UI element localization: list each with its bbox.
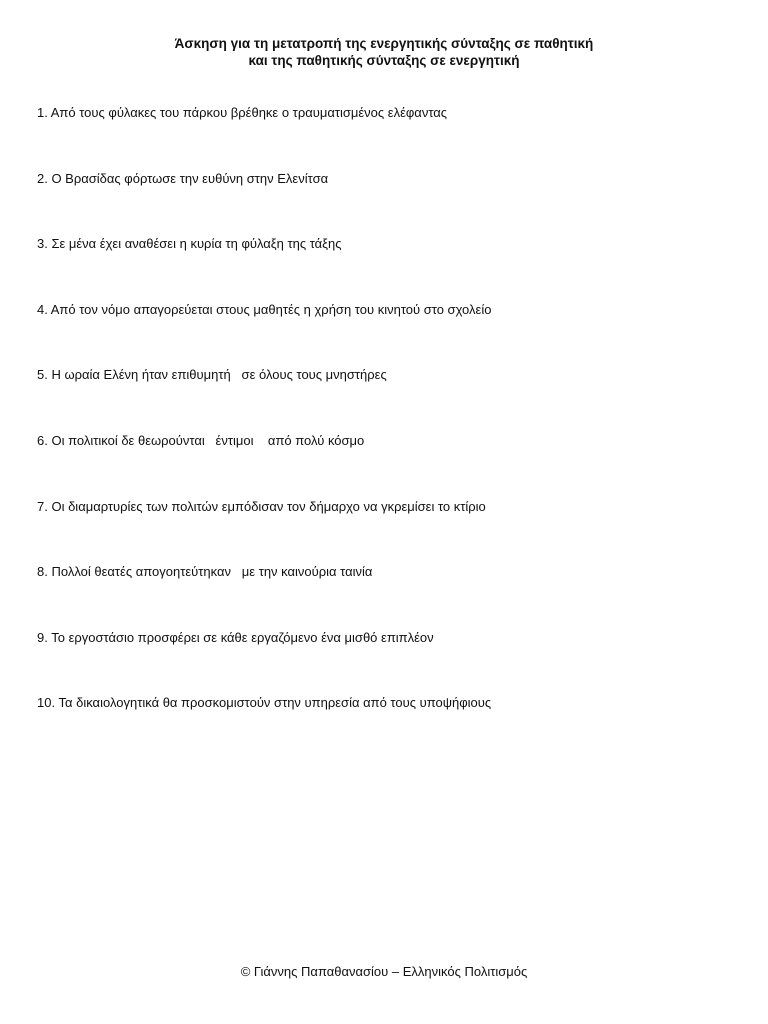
- exercise-item-4: 4. Από τον νόμο απαγορεύεται στους μαθητές η χρήση του κινητού στο σχολείο: [37, 301, 492, 317]
- exercise-item-1: 1. Από τους φύλακες του πάρκου βρέθηκε ο τραυματισμένος ελέφαντας: [37, 105, 448, 120]
- exercise-item-7: 7. Οι διαμαρτυρίες των πολιτών εμπόδισαν τον δήμαρχο να γκρεμίσει το κτίριο: [37, 498, 486, 514]
- exercise-item-10: 10. Τα δικαιολογητικά θα προσκομιστούν στην υπηρεσία από τους υποψήφιους: [37, 695, 492, 711]
- exercise-item-5: 5. Η ωραία Ελένη ήταν επιθυμητή σε όλους τους μνηστήρες: [37, 367, 387, 383]
- exercise-list: [37, 104, 737, 760]
- title-line-2: και της παθητικής σύνταξης σε ενεργητική: [248, 53, 520, 68]
- copyright-footer: © Γιάννης Παπαθανασίου – Ελληνικός Πολιτισμός: [240, 964, 528, 979]
- exercise-item-8: 8. Πολλοί θεατές απογοητεύτηκαν με την καινούρια ταινία: [37, 564, 373, 580]
- exercise-item-9: 9. Το εργοστάσιο προσφέρει σε κάθε εργαζόμενο ένα μισθό επιπλέον: [37, 629, 434, 645]
- exercise-item-2: 2. Ο Βρασίδας φόρτωσε την ευθύνη στην Ελενίτσα: [37, 170, 329, 186]
- exercise-item-6: 6. Οι πολιτικοί δε θεωρούνται έντιμοι από πολύ κόσμο: [37, 432, 365, 448]
- exercise-item-3: 3. Σε μένα έχει αναθέσει η κυρία τη φύλαξη της τάξης: [37, 236, 342, 252]
- document-title: [0, 35, 768, 69]
- title-line-1: Άσκηση για τη μετατροπή της ενεργητικής σύνταξης σε παθητική: [174, 36, 594, 51]
